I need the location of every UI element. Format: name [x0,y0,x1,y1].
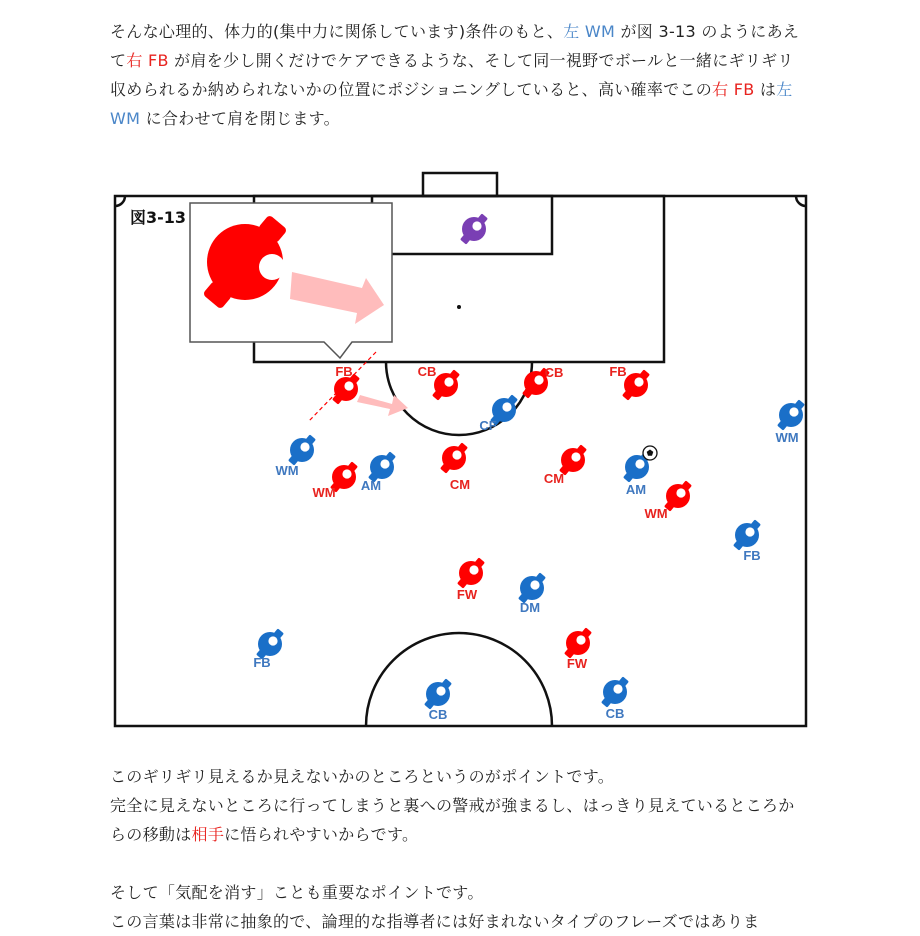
penalty-spot [457,305,461,309]
intro-seg-7: 左 WM [110,80,793,128]
red-label-fw-1: FW [456,587,478,602]
blue-label-cf: CF [479,418,497,433]
intro-seg-2: が図 3-13 のようにあえて [110,22,800,70]
intro-seg-4: が肩を少し開くだけでケアできるような、そして同一視野でボールと一緒にギリギリ収められるか納められないかの位置にポジショニングしていると、高い確率でこの [110,51,794,99]
blue-label-cb-2: CB [605,706,625,721]
blue-player-dm [518,572,546,603]
center-circle-arc [366,633,552,726]
red-label-cm-2: CM [543,471,565,486]
red-label-fw-2: FW [566,656,588,671]
blue-player-cb-1 [424,678,452,709]
callout-box [190,203,392,358]
goal [423,173,497,196]
red-label-cb-2: CB [544,365,564,380]
blue-player-wm-2 [777,399,805,430]
red-label-cb-1: CB [417,364,437,379]
point-line-2-highlight: 相手 [191,825,225,844]
blue-label-am-1: AM [360,478,382,493]
intro-seg-8: に合わせて肩を閉じます。 [140,109,340,128]
corner-arc-right [796,196,806,206]
closing-paragraph [110,878,810,936]
blue-label-dm: DM [519,600,541,615]
blue-label-fb-1: FB [743,548,761,563]
red-label-fb-2: FB [609,364,627,379]
blue-player-fb-1 [733,519,761,550]
intro-seg-1: 左 WM [563,22,616,41]
blue-label-am-2: AM [625,482,647,497]
red-player-cm-1 [440,442,468,473]
intro-seg-3: 右 FB [126,51,169,70]
closing-line-1: そして「気配を消す」ことも重要なポイントです。 [110,883,484,902]
red-label-fb: FB [335,364,353,379]
blue-player-wm-1 [288,434,316,465]
point-line-1: このギリギリ見えるか見えないかのところというのがポイントです。 [110,767,615,786]
blue-label-fb-2: FB [253,655,271,670]
ball-icon [643,446,657,460]
red-player-fw-1 [457,557,485,588]
blue-label-wm-2: WM [775,430,799,445]
goal-area [372,196,552,254]
red-label-wm: WM [312,485,336,500]
blue-label-wm-1: WM [275,463,299,478]
figure-label: 図3-13 [130,208,187,227]
red-player-fw-2 [564,627,592,658]
blue-label-cb-1: CB [428,707,448,722]
blue-player-cb-2 [601,676,629,707]
red-player-wm-2 [664,480,692,511]
closing-line-2: この言葉は非常に抽象的で、論理的な指導者には好まれないタイプのフレーズではありま [110,912,760,931]
red-label-wm-2: WM [644,506,668,521]
corner-arc-left [115,196,125,206]
point-line-2b: に悟られやすいからです。 [224,825,419,844]
point-line-2a: 完全に見えないところに行ってしまうと裏への警戒が強まるし、はっきり見えているところからの移動は [110,796,795,844]
movement-arrow-icon [357,395,408,416]
intro-seg-0: そんな心理的、体力的(集中力に関係しています)条件のもと、 [110,22,564,41]
goalkeeper-player [460,213,488,244]
intro-seg-6: は [754,80,777,99]
intro-seg-5: 右 FB [712,80,755,99]
red-label-cm-1: CM [449,477,471,492]
point-paragraph [110,762,810,849]
